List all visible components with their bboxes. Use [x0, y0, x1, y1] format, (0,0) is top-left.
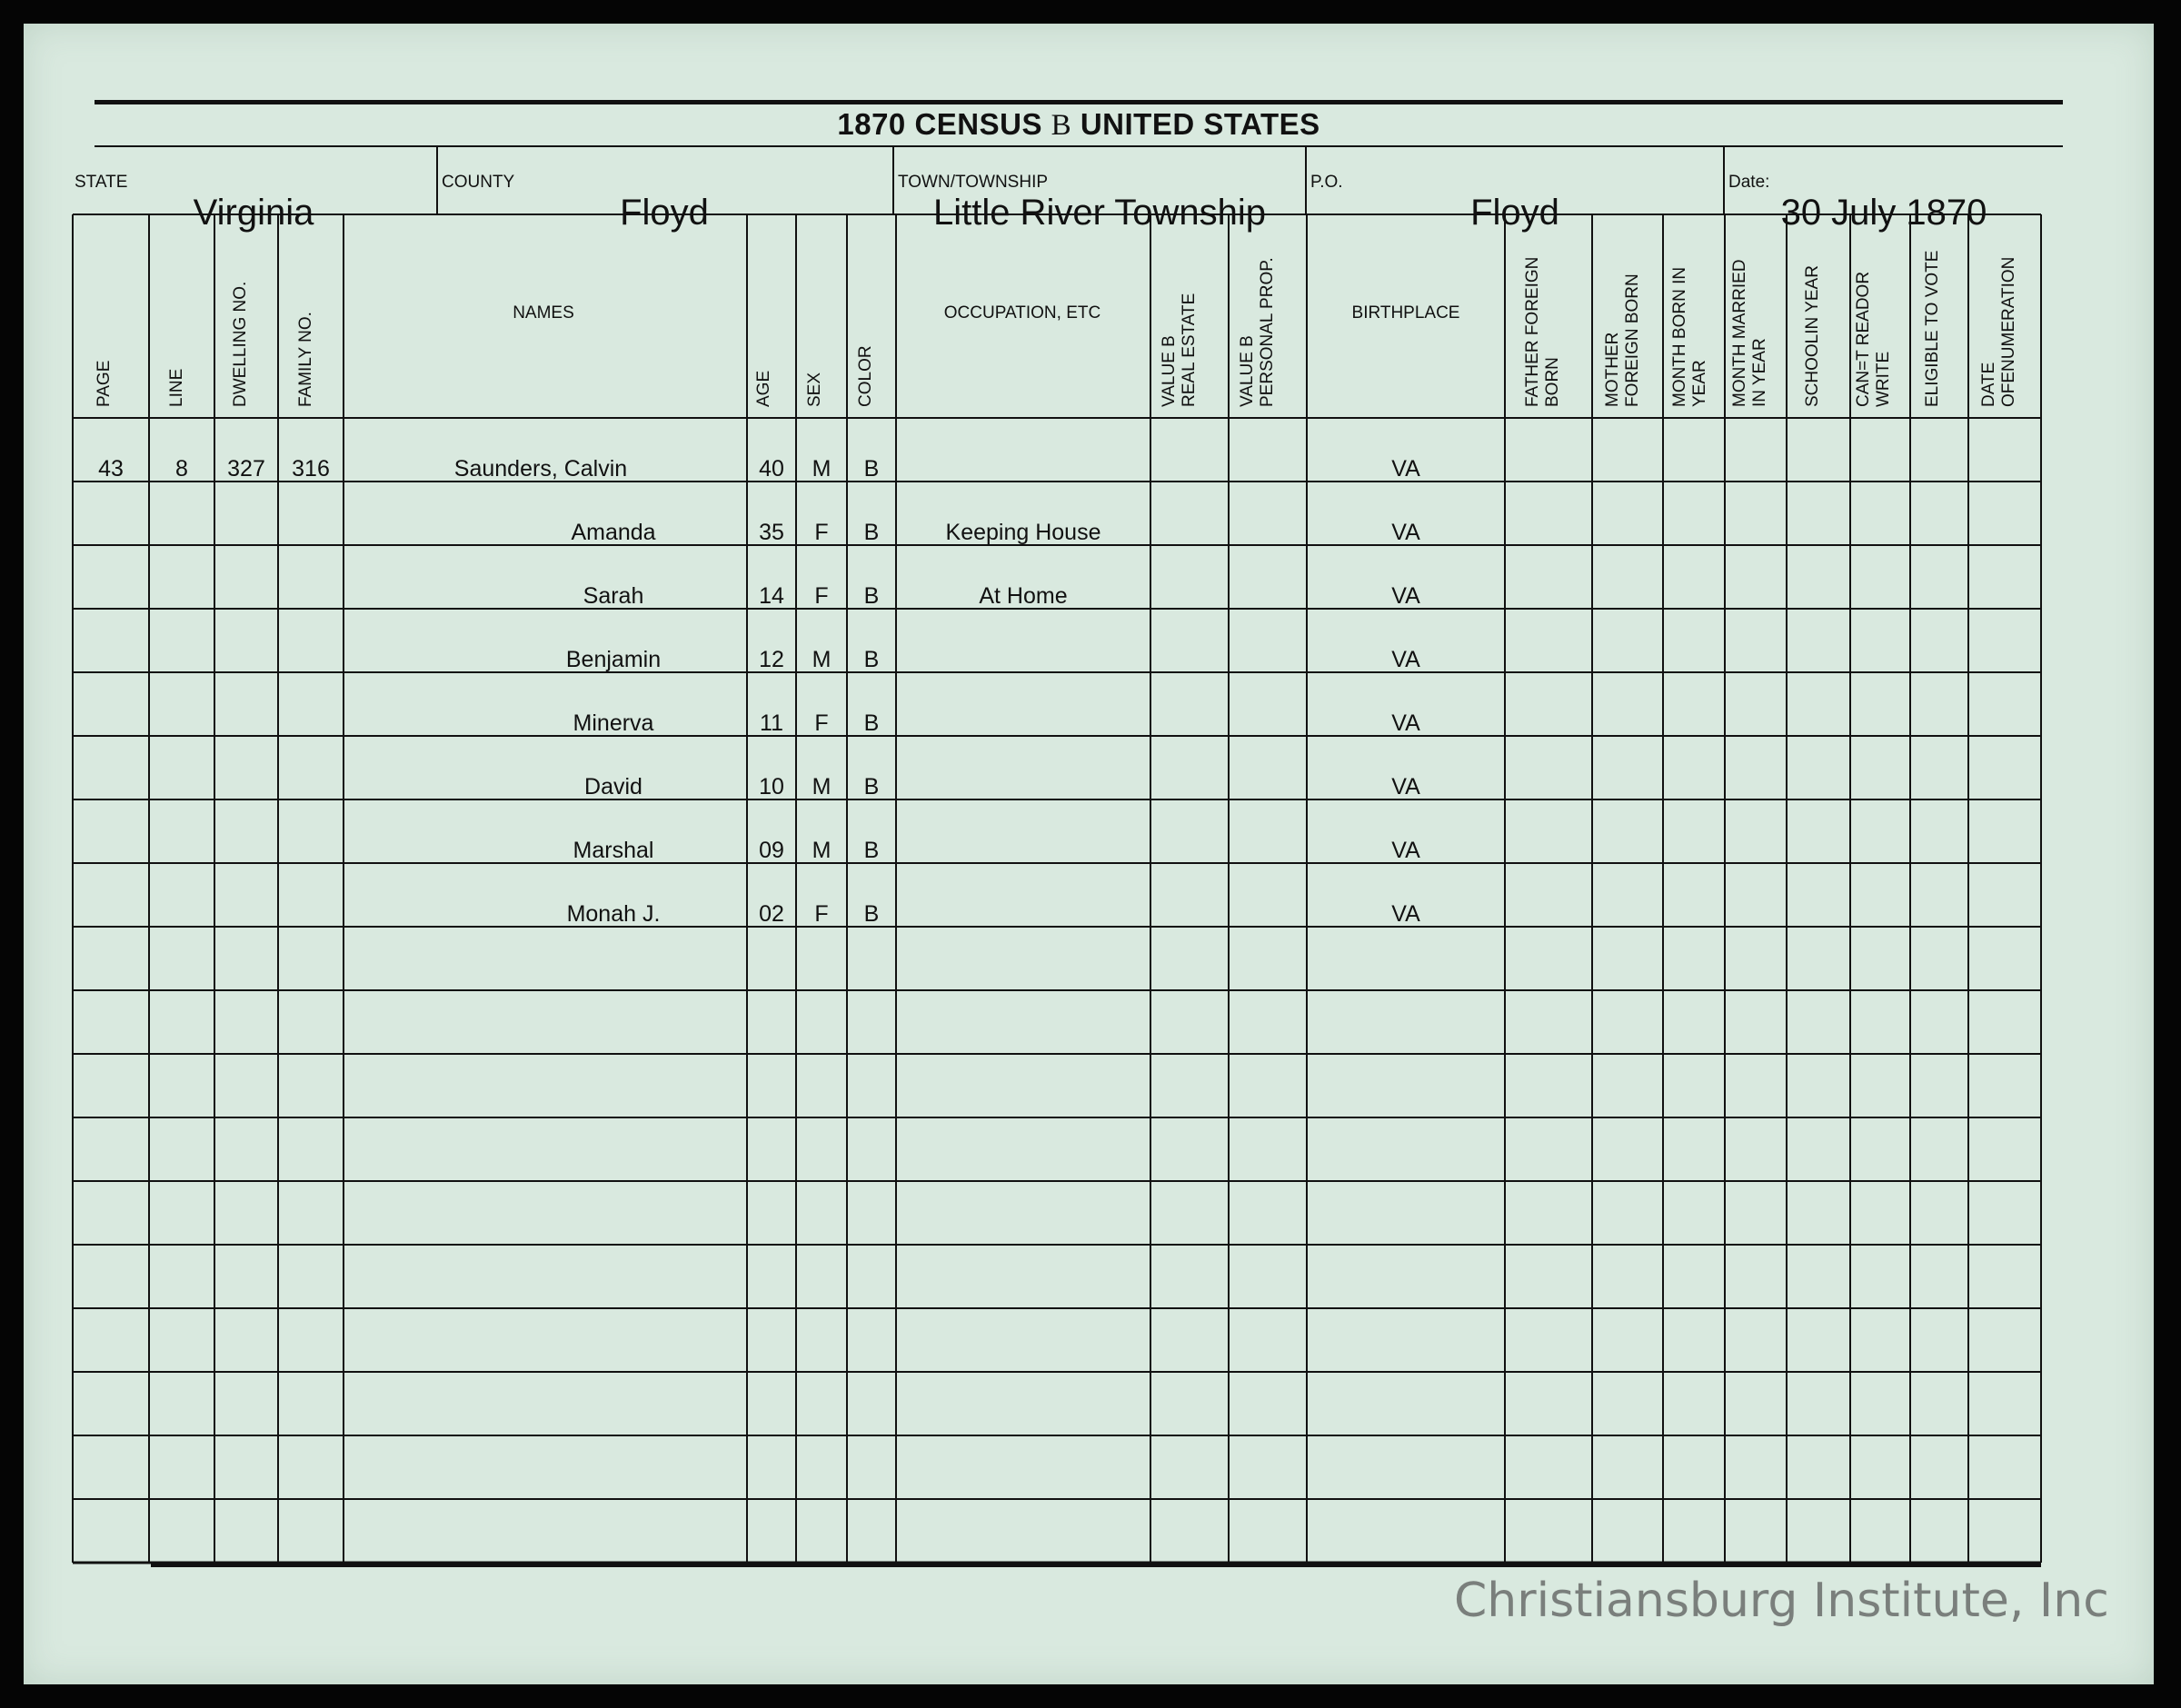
- month-married-line1: MONTH MARRIED: [1730, 259, 1749, 407]
- cell-birthplace: VA: [1391, 647, 1420, 672]
- cell-sex: F: [814, 583, 829, 609]
- personal-prop-line2: PERSONAL PROP.: [1258, 257, 1277, 407]
- col-sex-header: SEX: [805, 372, 824, 407]
- cell-name: Marshal: [573, 838, 654, 863]
- cell-birthplace: VA: [1391, 838, 1420, 863]
- county-value: Floyd: [620, 193, 709, 233]
- col-line-header: LINE: [167, 368, 186, 407]
- cell-dwelling: 327: [227, 456, 265, 482]
- cell-color: B: [863, 774, 880, 799]
- cell-birthplace: VA: [1391, 710, 1420, 736]
- month-born-line2: YEAR: [1690, 360, 1709, 407]
- state-value: Virginia: [193, 193, 314, 233]
- read-write-line2: WRITE: [1874, 351, 1893, 407]
- cell-name: Saunders, Calvin: [453, 456, 628, 482]
- title-year: 1870 CENSUS: [837, 107, 1042, 141]
- col-age-header: AGE: [754, 370, 773, 407]
- personal-prop-line1: VALUE B: [1238, 335, 1257, 407]
- col-family-header: FAMILY NO.: [296, 312, 315, 407]
- cell-birthplace: VA: [1391, 774, 1420, 799]
- mother-foreign-line2: FOREIGN BORN: [1623, 273, 1642, 407]
- enumeration-line2: OFENUMERATION: [1999, 256, 2018, 407]
- cell-name: David: [584, 774, 642, 799]
- col-month-born-header: [1670, 267, 1710, 407]
- watermark: Christiansburg Institute, Inc: [1454, 1574, 2109, 1628]
- cell-age: 40: [759, 456, 784, 482]
- cell-age: 11: [760, 710, 783, 736]
- cell-color: B: [863, 583, 880, 609]
- county-label: COUNTY: [442, 173, 515, 192]
- cell-age: 14: [759, 583, 784, 609]
- real-estate-line2: REAL ESTATE: [1180, 293, 1199, 407]
- col-real-estate-header: [1160, 293, 1200, 407]
- title-country: UNITED STATES: [1080, 107, 1320, 141]
- cell-name: Sarah: [583, 583, 644, 609]
- col-page-header: PAGE: [95, 360, 114, 407]
- col-occupation-header: OCCUPATION, ETC: [943, 303, 1101, 323]
- cell-color: B: [863, 838, 880, 863]
- read-write-line1: CAN=T READOR: [1854, 271, 1873, 407]
- col-dwelling-header: DWELLING NO.: [231, 281, 250, 407]
- cell-sex: M: [812, 774, 832, 799]
- cell-sex: F: [814, 520, 829, 545]
- cell-sex: F: [814, 710, 829, 736]
- month-married-line2: IN YEAR: [1750, 338, 1769, 407]
- month-born-line1: MONTH BORN IN: [1670, 266, 1689, 407]
- cell-color: B: [863, 456, 880, 482]
- po-label: P.O.: [1310, 173, 1343, 192]
- col-enumeration-header: [1979, 257, 2019, 407]
- mother-foreign-line1: MOTHER: [1603, 332, 1622, 407]
- cell-sex: F: [814, 901, 829, 927]
- col-birthplace-header: BIRTHPLACE: [1351, 303, 1460, 323]
- title-separator: B: [1051, 109, 1072, 142]
- cell-color: B: [863, 710, 880, 736]
- col-vote-header: ELIGIBLE TO VOTE: [1923, 250, 1942, 407]
- cell-age: 02: [759, 901, 784, 927]
- enumeration-line1: DATE: [1979, 362, 1998, 407]
- cell-name: Minerva: [573, 710, 654, 736]
- cell-sex: M: [812, 838, 832, 863]
- po-value: Floyd: [1470, 193, 1559, 233]
- cell-color: B: [863, 520, 880, 545]
- cell-birthplace: VA: [1391, 456, 1420, 482]
- cell-birthplace: VA: [1391, 520, 1420, 545]
- cell-color: B: [863, 901, 880, 927]
- col-names-header: NAMES: [513, 303, 574, 323]
- father-foreign-line2: BORN: [1543, 357, 1562, 407]
- col-personal-prop-header: [1238, 257, 1278, 407]
- town-label: TOWN/TOWNSHIP: [898, 173, 1049, 192]
- cell-name: Monah J.: [566, 901, 661, 927]
- date-value: 30 July 1870: [1780, 193, 1987, 233]
- cell-sex: M: [812, 456, 832, 482]
- town-value: Little River Township: [932, 193, 1267, 233]
- cell-name: Amanda: [571, 520, 656, 545]
- cell-family: 316: [292, 456, 330, 482]
- cell-birthplace: VA: [1391, 583, 1420, 609]
- col-school-header: SCHOOLIN YEAR: [1803, 265, 1822, 407]
- cell-sex: M: [812, 647, 832, 672]
- col-mother-foreign-header: [1603, 273, 1643, 407]
- cell-name: Benjamin: [565, 647, 662, 672]
- cell-line: 8: [175, 456, 188, 482]
- cell-page: 43: [98, 456, 124, 482]
- real-estate-line1: VALUE B: [1160, 335, 1179, 407]
- cell-age: 35: [759, 520, 784, 545]
- col-month-married-header: [1730, 259, 1770, 407]
- cell-occupation: At Home: [979, 583, 1068, 609]
- father-foreign-line1: FATHER FOREIGN: [1523, 256, 1542, 407]
- cell-age: 09: [759, 838, 784, 863]
- cell-color: B: [863, 647, 880, 672]
- col-color-header: COLOR: [856, 345, 875, 407]
- state-label: STATE: [75, 173, 128, 192]
- col-father-foreign-header: [1523, 257, 1563, 407]
- cell-age: 10: [759, 774, 784, 799]
- cell-birthplace: VA: [1391, 901, 1420, 927]
- cell-occupation: Keeping House: [945, 520, 1101, 545]
- col-read-write-header: [1854, 272, 1894, 407]
- date-label: Date:: [1728, 173, 1770, 192]
- cell-age: 12: [759, 647, 784, 672]
